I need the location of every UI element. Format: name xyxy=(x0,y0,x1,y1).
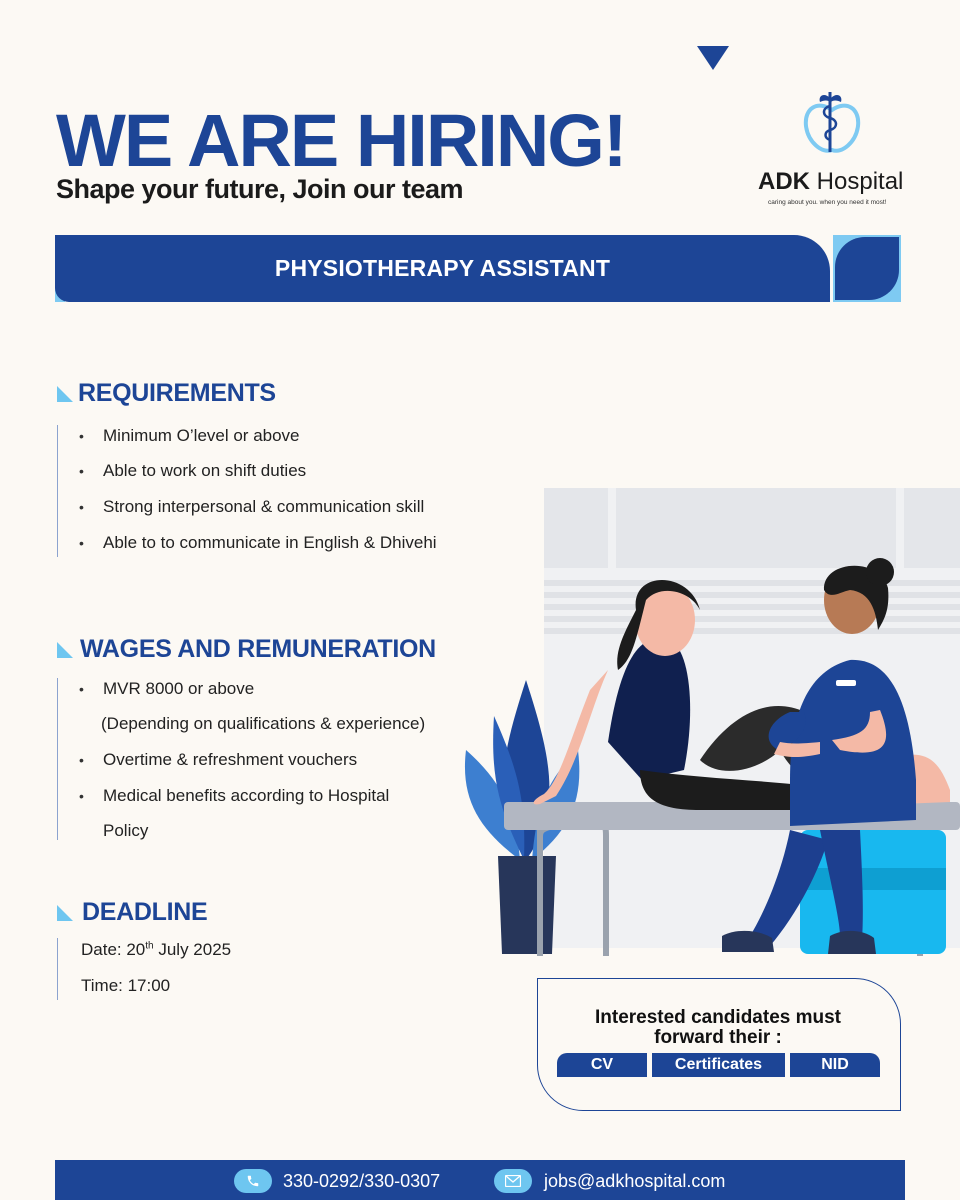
deadline-time: Time: 17:00 xyxy=(81,976,171,995)
documents-intro: Interested candidates must forward their : xyxy=(594,1007,842,1048)
list-item: Medical benefits according to Hospital xyxy=(103,786,390,805)
tagline: Shape your future, Join our team xyxy=(56,174,464,204)
page-title: WE ARE HIRING! xyxy=(56,99,626,182)
section-line xyxy=(57,678,58,840)
decorative-triangle xyxy=(697,46,729,70)
list-item: Able to work on shift duties xyxy=(103,461,307,480)
bullet: • xyxy=(79,499,84,515)
list-item-note: (Depending on qualifications & experience) xyxy=(101,714,426,733)
job-title-banner: PHYSIOTHERAPY ASSISTANT xyxy=(55,235,830,302)
logo-slogan: caring about you. when you need it most! xyxy=(768,199,887,206)
logo-name: ADK Hospital xyxy=(758,168,904,195)
list-item: MVR 8000 or above xyxy=(103,679,255,698)
mail-icon xyxy=(494,1169,532,1193)
document-nid: NID xyxy=(790,1053,880,1077)
bullet: • xyxy=(79,535,84,551)
deadline-date: Date: 20th July 2025 xyxy=(81,940,232,959)
bullet: • xyxy=(79,788,84,804)
section-marker-icon xyxy=(57,905,73,921)
list-item: Minimum O’level or above xyxy=(103,426,300,445)
list-item: Overtime & refreshment vouchers xyxy=(103,750,358,769)
section-line xyxy=(57,938,58,1000)
deadline-title: DEADLINE xyxy=(82,898,208,926)
footer-bar xyxy=(55,1160,905,1200)
hospital-logo-icon xyxy=(800,88,864,158)
bullet: • xyxy=(79,463,84,479)
section-marker-icon xyxy=(57,642,73,658)
bullet: • xyxy=(79,752,84,768)
contact-email[interactable]: jobs@adkhospital.com xyxy=(544,1171,726,1191)
requirements-title: REQUIREMENTS xyxy=(78,379,276,407)
banner-cap xyxy=(835,237,899,300)
contact-phone[interactable]: 330-0292/330-0307 xyxy=(283,1171,441,1191)
section-line xyxy=(57,425,58,557)
section-marker-icon xyxy=(57,386,73,402)
list-item: Strong interpersonal & communication skill xyxy=(103,497,425,516)
bullet: • xyxy=(79,681,84,697)
list-item: Able to to communicate in English & Dhivehi xyxy=(103,533,437,552)
document-cv: CV xyxy=(557,1053,647,1077)
wages-title: WAGES AND REMUNERATION xyxy=(80,635,436,663)
document-certificates: Certificates xyxy=(652,1053,785,1077)
list-item: Policy xyxy=(103,821,149,840)
physiotherapy-illustration xyxy=(460,480,960,970)
bullet: • xyxy=(79,428,84,444)
phone-icon xyxy=(234,1169,272,1193)
